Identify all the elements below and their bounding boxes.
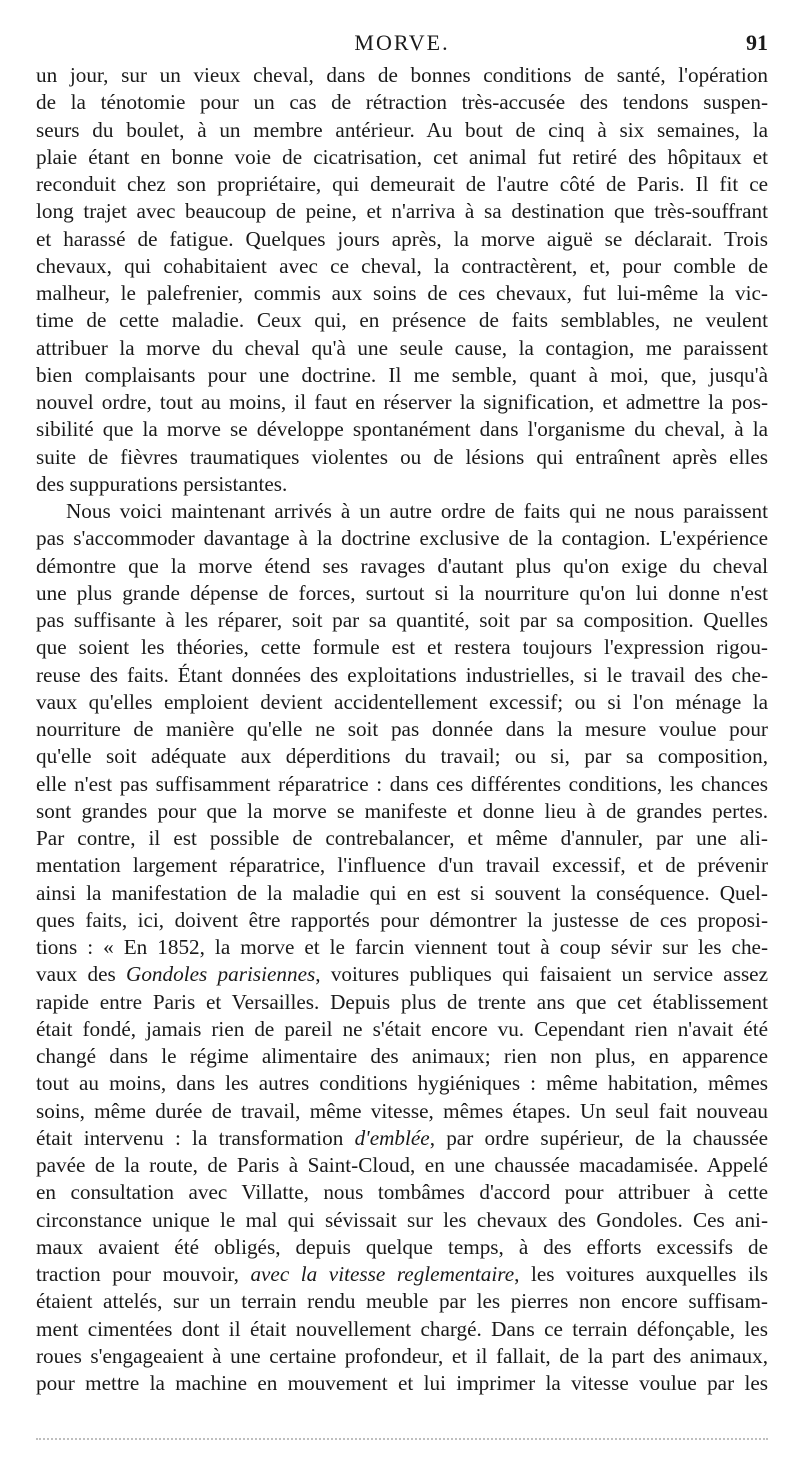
italic-text: avec la vitesse reglementaire bbox=[250, 1262, 515, 1286]
text-line: roues s'engageaient à une certaine profondeur, et il fallait, de la part des animaux, bbox=[36, 1343, 768, 1368]
text-line: plaie étant en bonne voie de cicatrisation, cet animal fut retiré des hôpitaux et bbox=[36, 144, 768, 169]
text-line: ques faits, ici, doivent être rapportés pour démontrer la justesse de ces proposi- bbox=[36, 907, 768, 932]
text-line: que soient les théories, cette formule est et restera toujours l'expression rigou- bbox=[36, 635, 768, 660]
text-line: nourriture de manière qu'elle ne soit pas donnée dans la mesure voulue pour bbox=[36, 717, 768, 741]
running-head: MORVE. bbox=[354, 30, 450, 55]
text-line: était intervenu : la transformation d'emblée, par ordre supérieur, de la chaussée bbox=[36, 1125, 768, 1150]
text-line: pas s'accommoder davantage à la doctrine exclusive de la contagion. L'expérience bbox=[36, 526, 768, 551]
text-line: mentation largement réparatrice, l'influence d'un travail excessif, et de prévenir bbox=[36, 853, 768, 878]
italic-text: d'emblée bbox=[354, 1125, 430, 1150]
book-page bbox=[36, 0, 768, 1474]
body-text bbox=[36, 62, 768, 1397]
text-line: pavée de la route, de Paris à Saint-Cloud, en une chaussée macadamisée. Appelé bbox=[36, 1153, 768, 1177]
text-line: maux avaient été obligés, depuis quelque temps, à des efforts excessifs de bbox=[36, 1234, 768, 1259]
text-line: démontre que la morve étend ses ravages d'autant plus qu'on exige du cheval bbox=[36, 553, 768, 578]
text-line: tout au moins, dans les autres conditions hygiéniques : même habitation, mêmes bbox=[36, 1071, 768, 1096]
text-line: Par contre, il est possible de contrebalancer, et même d'annuler, par une ali- bbox=[36, 826, 768, 850]
text-line: rapide entre Paris et Versailles. Depuis plus de trente ans que cet établissement bbox=[36, 989, 768, 1014]
text-line: changé dans le régime alimentaire des animaux; rien non plus, en apparence bbox=[36, 1044, 768, 1068]
text-line: sont grandes pour que la morve se manifeste et donne lieu à de grandes pertes. bbox=[36, 798, 768, 823]
text-line: seurs du boulet, à un membre antérieur. Au bout de cinq à six semaines, la bbox=[36, 117, 768, 142]
text-line: circonstance unique le mal qui sévissait sur les chevaux des Gondoles. Ces ani- bbox=[36, 1207, 768, 1232]
text-line: soins, même durée de travail, même vitesse, mêmes étapes. Un seul fait nouveau bbox=[36, 1098, 768, 1123]
text-line: traction pour mouvoir, avec la vitesse reglementaire, les voitures auxquelles ils bbox=[36, 1262, 768, 1286]
text-line: ainsi la manifestation de la maladie qui en est si souvent la conséquence. Quel- bbox=[36, 880, 768, 905]
text-line: reuse des faits. Étant données des exploitations industrielles, si le travail des che- bbox=[36, 662, 768, 687]
page-header bbox=[36, 30, 768, 60]
text-line: chevaux, qui cohabitaient avec ce cheval, la contractèrent, et, pour comble de bbox=[36, 253, 768, 278]
text-line: bien complaisants pour une doctrine. Il me semble, quant à moi, que, jusqu'à bbox=[36, 362, 768, 387]
text-line: qu'elle soit adéquate aux déperditions du travail; ou si, par sa composition, bbox=[36, 744, 768, 769]
text-line: de la ténotomie pour un cas de rétraction très-accusée des tendons suspen- bbox=[36, 90, 768, 115]
text-line: un jour, sur un vieux cheval, dans de bonnes conditions de santé, l'opération bbox=[36, 63, 768, 87]
text-line: une plus grande dépense de forces, surtout si la nourriture qu'on lui donne n'est bbox=[36, 580, 768, 605]
text-line: nouvel ordre, tout au moins, il faut en réserver la signification, et admettre la pos- bbox=[36, 390, 768, 414]
text-line: pour mettre la machine en mouvement et lui imprimer la vitesse voulue par les bbox=[36, 1371, 768, 1395]
text-line: tions : « En 1852, la morve et le farcin viennent tout à coup sévir sur les che- bbox=[36, 935, 768, 959]
text-line: Nous voici maintenant arrivés à un autre ordre de faits qui ne nous paraissent bbox=[66, 499, 768, 523]
text-line: ment cimentées dont il était nouvellement chargé. Dans ce terrain défonçable, les bbox=[36, 1316, 768, 1341]
text-line: étaient attelés, sur un terrain rendu meuble par les pierres non encore suffisam- bbox=[36, 1289, 768, 1314]
text-line: vaux des Gondoles parisiennes, voitures publiques qui faisaient un service assez bbox=[36, 962, 768, 987]
page-number: 91 bbox=[746, 30, 768, 55]
text-line: et harassé de fatigue. Quelques jours après, la morve aiguë se déclarait. Trois bbox=[36, 226, 768, 251]
text-line: time de cette maladie. Ceux qui, en présence de faits semblables, ne veulent bbox=[36, 308, 768, 333]
text-line: vaux qu'elles emploient devient accidentellement excessif; ou si l'on ménage la bbox=[36, 689, 768, 714]
text-line: pas suffisante à les réparer, soit par sa quantité, soit par sa composition. Quelles bbox=[36, 608, 768, 632]
footer-rule bbox=[36, 1438, 768, 1440]
text-line: malheur, le palefrenier, commis aux soins de ces chevaux, fut lui-même la vic- bbox=[36, 281, 768, 305]
text-line: attribuer la morve du cheval qu'à une seule cause, la contagion, me paraissent bbox=[36, 335, 768, 360]
italic-text: Gondoles parisiennes bbox=[126, 962, 316, 987]
text-line: sibilité que la morve se développe spontanément dans l'organisme du cheval, à la bbox=[36, 417, 768, 442]
text-line: était fondé, jamais rien de pareil ne s'était encore vu. Cependant rien n'avait été bbox=[36, 1016, 768, 1041]
text-line: elle n'est pas suffisamment réparatrice : dans ces différentes conditions, les chances bbox=[36, 771, 768, 796]
text-line: des suppurations persistantes. bbox=[36, 471, 288, 496]
text-line: en consultation avec Villatte, nous tombâmes d'accord pour attribuer à cette bbox=[36, 1180, 768, 1205]
text-line: suite de fièvres traumatiques violentes ou de lésions qui entraînent après elles bbox=[36, 444, 768, 469]
text-line: reconduit chez son propriétaire, qui demeurait de l'autre côté de Paris. Il fit ce bbox=[36, 172, 768, 196]
text-line: long trajet avec beaucoup de peine, et n'arriva à sa destination que très-souffrant bbox=[36, 199, 768, 224]
